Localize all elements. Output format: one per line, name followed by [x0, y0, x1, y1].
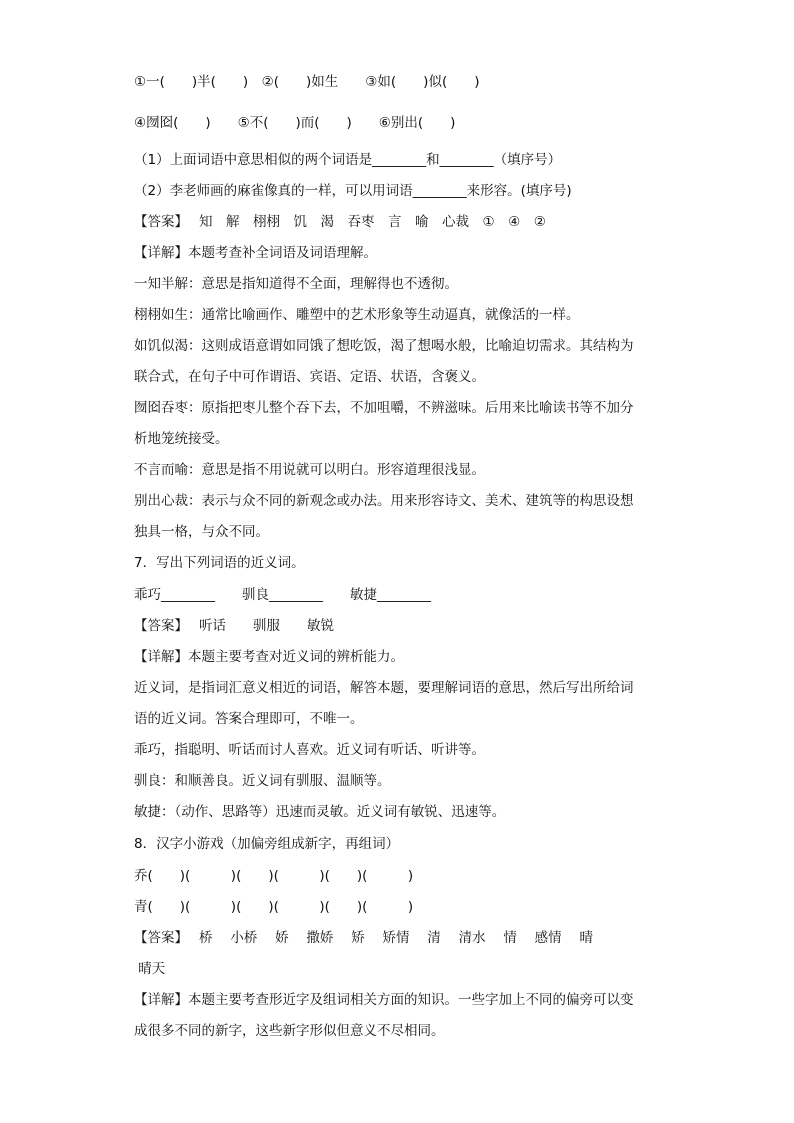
question-8-title: 8．汉字小游戏（加偏旁组成新字，再组词） [134, 836, 400, 852]
explanation-line: 一知半解：意思是指知道得不全面，理解得也不透彻。 [134, 276, 458, 292]
explanation-line: 如饥似渴：这则成语意谓如同饿了想吃饭，渴了想喝水般，比喻迫切需求。其结构为 [134, 338, 634, 354]
explanation-line: 语的近义词。答案合理即可，不唯一。 [134, 711, 364, 727]
explanation-line: 独具一格，与众不同。 [134, 524, 269, 540]
exercise-words-row-2: ④囫囵( ) ⑤不( )而( ) ⑥别出( ) [134, 115, 456, 131]
question-2: （2）李老师画的麻雀像真的一样，可以用词语________来形容。(填序号) [134, 183, 572, 199]
exercise-words-row-1: ①一( )半( ) ②( )如生 ③如( )似( ) [134, 74, 480, 90]
explanation-heading: 【详解】本题主要考查对近义词的辨析能力。 [134, 649, 404, 665]
question-8-row-qiao: 乔( )( )( )( )( )( ) [134, 868, 414, 884]
explanation-heading: 【详解】本题主要考查形近字及组词相关方面的知识。一些字加上不同的偏旁可以变 [134, 992, 634, 1008]
explanation-line: 不言而喻：意思是指不用说就可以明白。形容道理很浅显。 [134, 462, 485, 478]
explanation-line: 乖巧，指聪明、听话而讨人喜欢。近义词有听话、听讲等。 [134, 742, 485, 758]
explanation-heading: 【详解】本题考查补全词语及词语理解。 [134, 245, 377, 261]
question-1: （1）上面词语中意思相似的两个词语是________和________（填序号） [134, 152, 562, 168]
answer-line: 【答案】 桥 小桥 娇 撒娇 矫 矫情 清 清水 情 感情 晴 [134, 930, 593, 946]
answer-line: 【答案】 知 解 栩栩 饥 渴 吞枣 言 喻 心裁 ① ④ ② [134, 214, 546, 230]
question-8-row-qing: 青( )( )( )( )( )( ) [134, 899, 414, 915]
answer-line: 【答案】 听话 驯服 敏锐 [134, 618, 335, 634]
question-7-blanks: 乖巧________ 驯良________ 敏捷________ [134, 587, 431, 603]
explanation-line: 驯良：和顺善良。近义词有驯服、温顺等。 [134, 773, 391, 789]
question-7-title: 7．写出下列词语的近义词。 [134, 555, 305, 571]
explanation-line: 成很多不同的新字，这些新字形似但意义不尽相同。 [134, 1023, 445, 1039]
explanation-line: 敏捷：（动作、思路等）迅速而灵敏。近义词有敏锐、迅速等。 [134, 804, 506, 820]
explanation-line: 别出心裁：表示与众不同的新观念或办法。用来形容诗文、美术、建筑等的构思设想 [134, 493, 634, 509]
explanation-line: 联合式，在句子中可作谓语、宾语、定语、状语，含褒义。 [134, 369, 485, 385]
explanation-line: 囫囵吞枣：原指把枣儿整个吞下去，不加咀嚼，不辨滋味。后用来比喻读书等不加分 [134, 400, 634, 416]
answer-line-continued: 晴天 [134, 961, 166, 977]
explanation-line: 栩栩如生：通常比喻画作、雕塑中的艺术形象等生动逼真，就像活的一样。 [134, 307, 580, 323]
explanation-line: 近义词，是指词汇意义相近的词语，解答本题，要理解词语的意思，然后写出所给词 [134, 680, 634, 696]
explanation-line: 析地笼统接受。 [134, 431, 229, 447]
